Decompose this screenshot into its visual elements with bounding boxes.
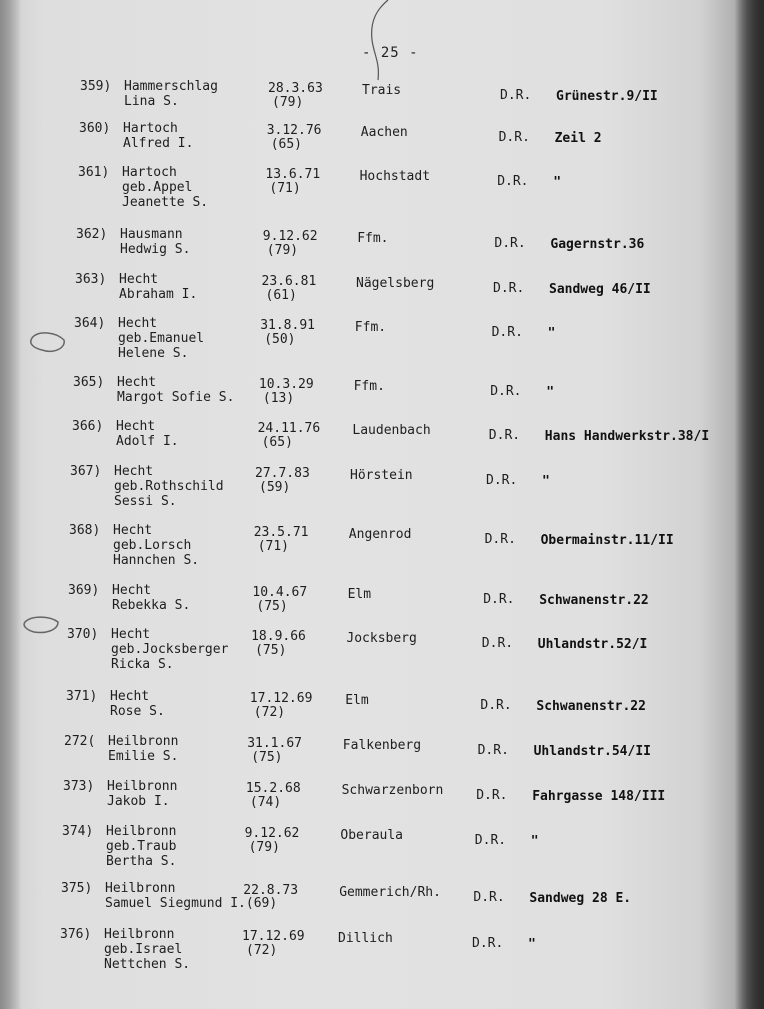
entry-birthplace: Hochstadt bbox=[359, 169, 431, 184]
entry-age: (79) bbox=[248, 840, 280, 855]
entry-name-line: geb.Israel bbox=[104, 942, 183, 957]
entry-number: 272( bbox=[64, 734, 96, 749]
entry-name-line: Alfred I. bbox=[123, 136, 194, 151]
entry-birth-date: 24.11.76 bbox=[257, 421, 321, 436]
entry-number: 369) bbox=[68, 583, 100, 598]
list-entry bbox=[0, 228, 764, 262]
entry-dr-code: D.R. bbox=[491, 325, 523, 340]
entry-dr-code: D.R. bbox=[488, 428, 521, 443]
list-entry bbox=[0, 928, 764, 977]
list-entry bbox=[0, 80, 764, 114]
entry-birth-date: 17.12.69 bbox=[242, 929, 305, 944]
entry-age: (50) bbox=[264, 332, 296, 347]
entry-age: (13) bbox=[262, 391, 295, 406]
entry-dr-code: D.R. bbox=[493, 281, 525, 296]
entry-birth-date: 17.12.69 bbox=[249, 691, 313, 706]
entry-age: (71) bbox=[257, 539, 289, 554]
entry-number: 362) bbox=[76, 227, 108, 242]
entry-birth-date: 22.8.73 bbox=[243, 883, 299, 898]
entry-dr-code: D.R. bbox=[494, 236, 526, 251]
entry-address: Sandweg 46/II bbox=[549, 282, 651, 297]
entry-number: 368) bbox=[69, 523, 101, 538]
list-entry bbox=[0, 628, 764, 677]
entry-dr-code: D.R. bbox=[484, 532, 516, 547]
entry-name-line: Sessi S. bbox=[114, 494, 177, 509]
entry-address: Obermainstr.11/II bbox=[540, 533, 674, 548]
entry-address: " bbox=[547, 326, 556, 341]
entry-name-line: Hartoch bbox=[123, 121, 178, 136]
entry-name-line: Bertha S. bbox=[106, 854, 177, 869]
entry-birthplace: Hörstein bbox=[350, 468, 413, 483]
entry-number: 367) bbox=[70, 464, 102, 479]
entry-birth-date: 18.9.66 bbox=[251, 629, 306, 644]
entry-age: (59) bbox=[259, 480, 291, 495]
entry-name-line: geb.Lorsch bbox=[113, 538, 192, 553]
entry-dr-code: D.R. bbox=[477, 743, 509, 758]
entry-birth-date: 31.1.67 bbox=[247, 736, 302, 751]
entry-number: 365) bbox=[73, 375, 105, 390]
entry-birth-date: 9.12.62 bbox=[262, 229, 318, 244]
entry-birth-date: 10.4.67 bbox=[252, 585, 308, 600]
entry-name-line: Heilbronn bbox=[105, 881, 176, 896]
entry-name-line: Emilie S. bbox=[108, 749, 179, 764]
entry-age: (61) bbox=[265, 288, 297, 303]
list-entry bbox=[0, 780, 764, 814]
entry-name-line: Helene S. bbox=[118, 346, 189, 361]
entry-number: 360) bbox=[79, 121, 111, 136]
entry-birthplace: Gemmerich/Rh. bbox=[339, 885, 441, 900]
entry-name-line: Heilbronn bbox=[106, 824, 177, 839]
entry-birthplace: Ffm. bbox=[357, 231, 389, 246]
entry-age: (72) bbox=[246, 943, 278, 958]
entry-birth-date: 23.6.81 bbox=[261, 274, 317, 289]
entry-name-line: Heilbronn bbox=[108, 734, 179, 749]
entry-address: " bbox=[542, 474, 550, 489]
list-entry bbox=[0, 317, 764, 366]
entry-birth-date: 9.12.62 bbox=[244, 826, 300, 841]
entry-name-line: Hammerschlag bbox=[124, 79, 218, 94]
entry-number: 370) bbox=[67, 627, 99, 642]
entry-age: (65) bbox=[270, 137, 302, 152]
entry-name-line: Margot Sofie S. bbox=[117, 390, 235, 405]
entry-birthplace: Aachen bbox=[360, 125, 408, 140]
entry-name-line: Hecht bbox=[112, 583, 152, 598]
entry-age: (79) bbox=[272, 95, 304, 110]
entry-dr-code: D.R. bbox=[500, 88, 532, 103]
entry-name-line: geb.Appel bbox=[122, 180, 193, 195]
entry-name-line: Hecht bbox=[111, 627, 151, 642]
entry-name-line: geb.Traub bbox=[106, 839, 177, 854]
entry-address: Zeil 2 bbox=[554, 131, 602, 146]
entry-address: Uhlandstr.52/I bbox=[537, 637, 648, 652]
entry-name-line: Hedwig S. bbox=[120, 242, 191, 257]
entry-number: 373) bbox=[63, 779, 95, 794]
entry-age: (74) bbox=[249, 795, 282, 810]
entry-birthplace: Trais bbox=[362, 83, 402, 98]
entry-dr-code: D.R. bbox=[476, 788, 508, 803]
entry-address: Schwanenstr.22 bbox=[539, 593, 649, 608]
entry-birthplace: Elm bbox=[345, 693, 369, 708]
entry-age: (72) bbox=[253, 705, 286, 720]
entry-birth-date: 28.3.63 bbox=[268, 81, 323, 96]
list-entry bbox=[0, 166, 764, 215]
entry-birth-date: 23.5.71 bbox=[253, 525, 309, 540]
entry-address: Grünestr.9/II bbox=[556, 89, 658, 104]
entry-name-line: Jeanette S. bbox=[122, 195, 209, 210]
entry-age: (71) bbox=[269, 181, 301, 196]
entry-name-line: Hecht bbox=[113, 523, 153, 538]
entry-name-line: geb.Emanuel bbox=[118, 331, 205, 346]
entry-birth-date: 10.3.29 bbox=[258, 377, 314, 392]
entry-dr-code: D.R. bbox=[497, 174, 529, 189]
entry-address: Hans Handwerkstr.38/I bbox=[544, 429, 710, 444]
entry-name-line: Hecht bbox=[114, 464, 154, 479]
entry-age: (75) bbox=[251, 750, 283, 765]
entry-age: (75) bbox=[256, 599, 288, 614]
entry-name-line: Nettchen S. bbox=[104, 957, 191, 972]
entry-birthplace: Falkenberg bbox=[342, 738, 422, 753]
entry-address: " bbox=[528, 937, 536, 952]
list-entry bbox=[0, 273, 764, 307]
entry-name-line: Heilbronn bbox=[107, 779, 178, 794]
list-entry bbox=[0, 735, 764, 769]
entry-number: 359) bbox=[80, 79, 112, 94]
entry-dr-code: D.R. bbox=[483, 592, 515, 607]
entry-birthplace: Laudenbach bbox=[352, 423, 431, 438]
entry-number: 364) bbox=[74, 316, 106, 331]
entry-dr-code: D.R. bbox=[474, 833, 507, 848]
entry-birth-date: 3.12.76 bbox=[266, 123, 322, 138]
entry-dr-code: D.R. bbox=[472, 936, 504, 951]
entry-birthplace: Dillich bbox=[338, 931, 393, 946]
entry-address: Sandweg 28 E. bbox=[529, 891, 632, 906]
entry-birth-date: 15.2.68 bbox=[245, 781, 301, 796]
entry-birth-date: 13.6.71 bbox=[265, 167, 321, 182]
entry-number: 361) bbox=[78, 165, 110, 180]
list-entry bbox=[0, 882, 764, 916]
entry-birth-date: 31.8.91 bbox=[260, 318, 315, 333]
entry-name-line: geb.Rothschild bbox=[114, 479, 224, 494]
list-entry bbox=[0, 690, 764, 724]
entry-birthplace: Ffm. bbox=[353, 379, 385, 394]
list-entry bbox=[0, 420, 764, 454]
entry-age: (79) bbox=[266, 243, 299, 258]
entry-dr-code: D.R. bbox=[481, 636, 514, 651]
list-entry bbox=[0, 122, 764, 156]
entry-number: 376) bbox=[60, 927, 92, 942]
entry-name-line: Rose S. bbox=[110, 704, 165, 719]
entry-birthplace: Schwarzenborn bbox=[341, 783, 444, 798]
entry-birthplace: Jocksberg bbox=[346, 631, 417, 646]
entry-dr-code: D.R. bbox=[480, 698, 512, 713]
entry-name-line: Lina S. bbox=[124, 94, 179, 109]
entry-name-line: Hannchen S. bbox=[113, 553, 200, 568]
entry-number: 374) bbox=[62, 824, 94, 839]
entry-address: " bbox=[553, 175, 562, 190]
entry-address: Fahrgasse 148/III bbox=[532, 789, 666, 804]
page-number: - 25 - bbox=[362, 45, 419, 61]
entry-address: " bbox=[546, 385, 555, 400]
entry-name-line: Hecht bbox=[119, 272, 159, 287]
entry-number: 366) bbox=[72, 419, 104, 434]
entry-name-line: Samuel Siegmund I.(69) bbox=[105, 896, 278, 911]
entry-name-line: geb.Jocksberger bbox=[111, 642, 229, 657]
list-entry bbox=[0, 584, 764, 618]
list-entry bbox=[0, 465, 764, 514]
entry-address: Gagernstr.36 bbox=[550, 237, 645, 252]
entry-age: (65) bbox=[261, 435, 293, 450]
entry-name-line: Hecht bbox=[116, 419, 156, 434]
entry-birthplace: Elm bbox=[347, 587, 372, 602]
entry-address: Uhlandstr.54/II bbox=[533, 744, 651, 759]
list-entry bbox=[0, 524, 764, 573]
entry-name-line: Abraham I. bbox=[119, 287, 198, 302]
entry-dr-code: D.R. bbox=[498, 130, 530, 145]
entry-name-line: Adolf I. bbox=[116, 434, 179, 449]
entry-number: 363) bbox=[75, 272, 107, 287]
entry-birthplace: Nägelsberg bbox=[356, 276, 435, 291]
entry-name-line: Rebekka S. bbox=[112, 598, 191, 613]
paper-curl-mark bbox=[366, 0, 396, 85]
list-entry bbox=[0, 825, 764, 874]
entry-dr-code: D.R. bbox=[473, 890, 505, 905]
entry-address: " bbox=[530, 834, 539, 849]
entry-name-line: Hecht bbox=[118, 316, 158, 331]
entry-name-line: Hausmann bbox=[120, 227, 183, 242]
entry-number: 375) bbox=[61, 881, 93, 896]
entry-name-line: Ricka S. bbox=[111, 657, 174, 672]
entry-name-line: Jakob I. bbox=[107, 794, 170, 809]
entry-name-line: Heilbronn bbox=[104, 927, 175, 942]
entry-birthplace: Oberaula bbox=[340, 828, 404, 843]
entry-dr-code: D.R. bbox=[490, 384, 522, 399]
entry-dr-code: D.R. bbox=[486, 473, 518, 488]
list-entry bbox=[0, 376, 764, 410]
entry-name-line: Hecht bbox=[117, 375, 157, 390]
entry-birth-date: 27.7.83 bbox=[255, 466, 310, 481]
entry-birthplace: Angenrod bbox=[348, 527, 412, 542]
entry-birthplace: Ffm. bbox=[354, 320, 387, 335]
entry-number: 371) bbox=[66, 689, 98, 704]
entry-address: Schwanenstr.22 bbox=[536, 699, 646, 714]
entry-age: (75) bbox=[255, 643, 287, 658]
entry-name-line: Hartoch bbox=[122, 165, 177, 180]
entry-name-line: Hecht bbox=[110, 689, 150, 704]
